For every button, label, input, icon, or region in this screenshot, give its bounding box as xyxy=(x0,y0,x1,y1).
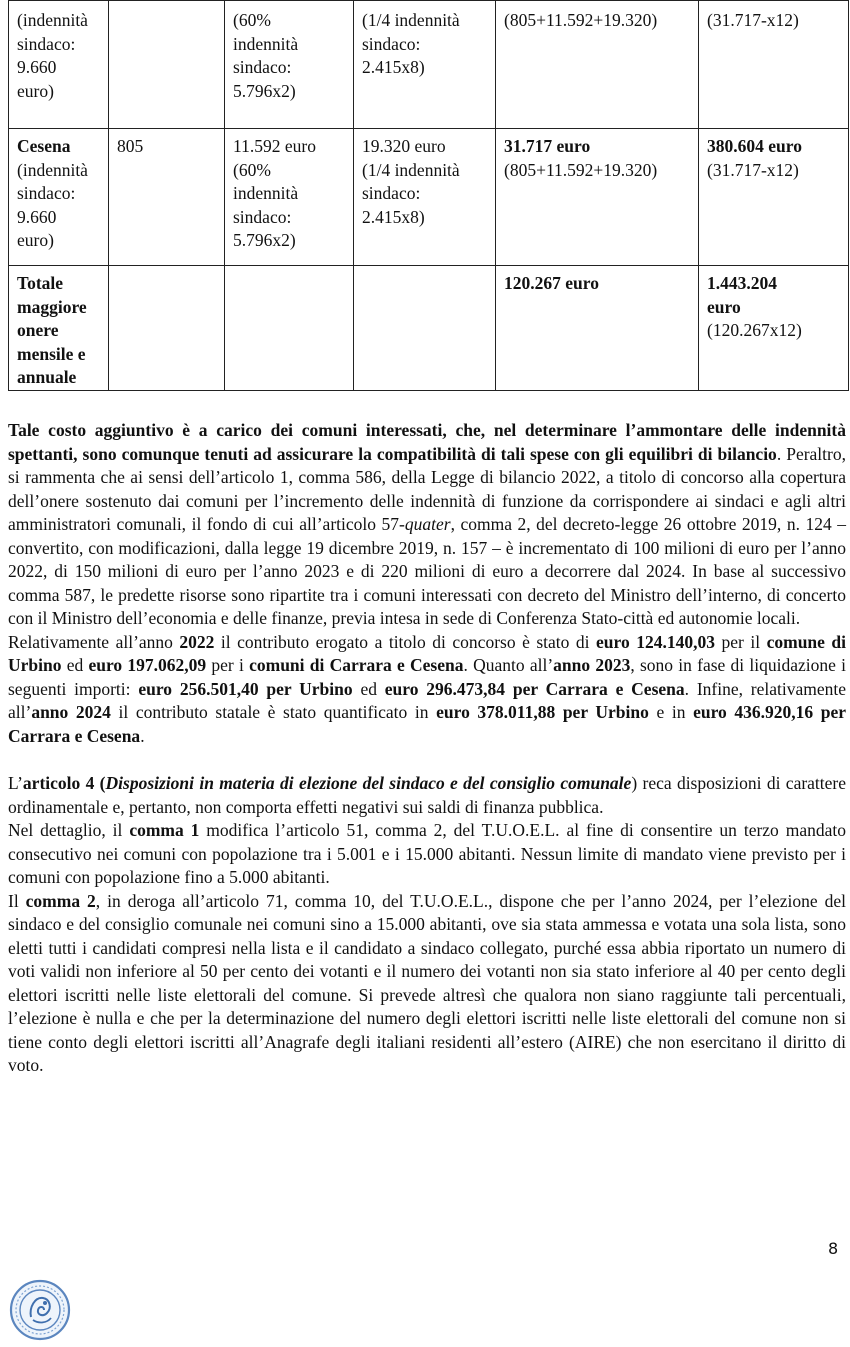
bold-text: anno 2023 xyxy=(553,655,631,675)
cell-total: 31.717 euro xyxy=(504,136,591,156)
cell-text: 805 xyxy=(117,136,144,156)
text: ed xyxy=(61,655,89,675)
bold-text: articolo 4 xyxy=(22,773,95,793)
table-cell xyxy=(354,1,496,129)
table-cell xyxy=(9,129,109,266)
table-cell xyxy=(109,266,225,391)
bold-text: euro 197.062,09 xyxy=(88,655,207,675)
bold-text: euro 256.501,40 per Urbino xyxy=(138,678,353,699)
bold-text: Tale costo aggiuntivo è a carico dei comuni interessati, che, nel determinare l’ammontare delle indennità spettanti, sono comunque tenuti ad assicurare la compatibilità di tali spese con gli equilibri di bilancio xyxy=(8,420,846,464)
page-number: 8 xyxy=(828,1239,839,1258)
table-cell xyxy=(225,266,354,391)
cell-formula: (120.267x12) xyxy=(707,320,802,340)
table-cell xyxy=(225,1,354,129)
bold-text: 2022 xyxy=(179,631,215,652)
table-cell xyxy=(225,129,354,266)
bold-text: comune di Urbino xyxy=(8,631,847,675)
bold-text: anno 2024 xyxy=(31,702,111,722)
row-header-totale: Totale maggiore onere mensile e annuale xyxy=(17,273,87,387)
table-cell xyxy=(9,266,109,391)
text: . xyxy=(140,725,145,746)
table-cell xyxy=(496,266,699,391)
italic-text: quater xyxy=(404,514,451,534)
text: . Peraltro, si rammenta che ai sensi dell’articolo 1, comma 586, della Legge di bilancio 2022, a titolo di concorso alla copertura dell’onere sostenuto dai comuni per l’incremento delle indennità di funzione da corrispondere ai sindaci e agli altri amministratori comunali, il fondo di cui all’articolo 57- xyxy=(8,443,846,534)
table-cell xyxy=(354,129,496,266)
table-cell xyxy=(699,129,849,266)
paragraph xyxy=(8,819,846,890)
table-cell xyxy=(109,1,225,129)
text: Relativamente all’anno xyxy=(8,631,180,652)
bold-italic-text: Disposizioni in materia di elezione del sindaco e del consiglio comunale xyxy=(105,773,632,793)
cell-text: (1/4 indennità sindaco: 2.415x8) xyxy=(362,10,460,77)
cell-text: (indennità sindaco: 9.660 euro) xyxy=(17,10,88,101)
bold-text: euro 296.473,84 per Carrara e Cesena xyxy=(384,678,685,699)
text: per i xyxy=(206,655,250,675)
text: ed xyxy=(352,678,385,699)
cell-formula: (805+11.592+19.320) xyxy=(504,10,658,30)
cell-text: (indennità sindaco: 9.660 euro) xyxy=(17,159,88,250)
paragraph xyxy=(8,419,846,631)
text: . Quanto all’ xyxy=(463,655,554,675)
bold-text: comma 1 xyxy=(129,820,200,840)
text: , in deroga all’articolo 71, comma 10, del T.U.O.E.L., dispone che per l’anno 2024, per l’elezione del sindaco e del consiglio comunale nei comuni sino a 15.000 abitanti, ove sia stata ammessa e votata una sola lista, sono eletti tutti i candidati compresi nella lista e il candidato a sindaco collegato, purché essa abbia riportato un numero di voti validi non inferiore al 50 per cento dei votanti e il numero dei votanti non sia stato inferiore al 40 per cento degli elettori iscritti nelle liste elettorali del comune. Si prevede altresì che qualora non siano raggiunte tali percentuali, l’elezione è nulla e che per la determinazione del numero degli elettori iscritti nelle liste elettorali del comune non si tiene conto degli elettori iscritti all’Anagrafe degli italiani residenti all’estero (AIRE) che non esercitano il diritto di voto. xyxy=(8,890,846,1075)
paragraph xyxy=(8,772,846,819)
cell-text: 19.320 euro (1/4 indennità sindaco: 2.415x8) xyxy=(362,136,460,227)
bold-text: euro 124.140,03 xyxy=(596,631,715,652)
cell-total: 1.443.204 euro xyxy=(707,273,777,317)
bold-text: euro 378.011,88 per Urbino xyxy=(436,702,649,722)
bold-text: ( xyxy=(94,773,106,793)
cell-formula: (31.717-x12) xyxy=(707,10,799,30)
seal-logo-icon xyxy=(9,1279,71,1341)
text: il contributo erogato a titolo di concorso è stato di xyxy=(214,631,597,652)
table-cell xyxy=(109,129,225,266)
paragraph xyxy=(8,631,846,749)
text: Il xyxy=(8,890,26,911)
text: il contributo statale è stato quantificato in xyxy=(110,702,437,722)
cost-table xyxy=(8,0,849,391)
cell-formula: (805+11.592+19.320) xyxy=(504,159,658,180)
cell-formula: (31.717-x12) xyxy=(707,159,799,180)
bold-text: comma 2 xyxy=(25,890,96,911)
table-row xyxy=(9,129,849,266)
text: L’ xyxy=(8,773,23,793)
cell-total: 380.604 euro xyxy=(707,136,802,156)
paragraph xyxy=(8,890,846,1078)
text: , comma 2, del decreto-legge 26 ottobre 2019, n. 124 – convertito, con modificazioni, dalla legge 19 dicembre 2019, n. 157 – è incrementato di 100 milioni di euro per l’anno 2022, di 150 milioni di euro per l’anno 2023 e di 220 milioni di euro a decorrere dal 2024. In base al successivo comma 587, le predette risorse sono ripartite tra i comuni interessati con decreto del Ministro dell’interno, di concerto con il Ministro dell’economia e delle finanze, previa intesa in sede di Conferenza Stato-città ed autonomie locali. xyxy=(8,514,846,628)
row-header-cesena: Cesena xyxy=(17,136,71,156)
text: modifica l’articolo 51, comma 2, del T.U.O.E.L. al fine di consentire un terzo mandato consecutivo nei comuni con popolazione tra i 5.001 e i 15.000 abitanti. Nessun limite di mandato viene previsto per i comuni con popolazione fino a 5.000 abitanti. xyxy=(8,820,846,887)
cell-text: (60% indennità sindaco: 5.796x2) xyxy=(233,10,299,101)
text: ) reca disposizioni di carattere ordinamentale e, pertanto, non comporta effetti negativi sui saldi di finanza pubblica. xyxy=(8,773,847,817)
text: Nel dettaglio, il xyxy=(8,820,130,840)
body-text xyxy=(8,419,846,1078)
cell-text: 11.592 euro (60% indennità sindaco: 5.796x2) xyxy=(233,136,316,250)
cell-total: 120.267 euro xyxy=(504,273,599,293)
table-cell xyxy=(699,266,849,391)
table-row xyxy=(9,266,849,391)
table-cell xyxy=(699,1,849,129)
table-cell xyxy=(9,1,109,129)
text: per il xyxy=(715,631,767,652)
table-cell xyxy=(354,266,496,391)
text: e in xyxy=(648,702,694,722)
text: . Infine, relativamente all’ xyxy=(8,678,847,722)
bold-text: euro 436.920,16 per Carrara e Cesena xyxy=(8,702,847,746)
bold-text: comuni di Carrara e Cesena xyxy=(249,655,464,675)
table-cell xyxy=(496,1,699,129)
text: , sono in fase di liquidazione i seguenti importi: xyxy=(8,655,846,699)
table-row xyxy=(9,1,849,129)
table-cell xyxy=(496,129,699,266)
